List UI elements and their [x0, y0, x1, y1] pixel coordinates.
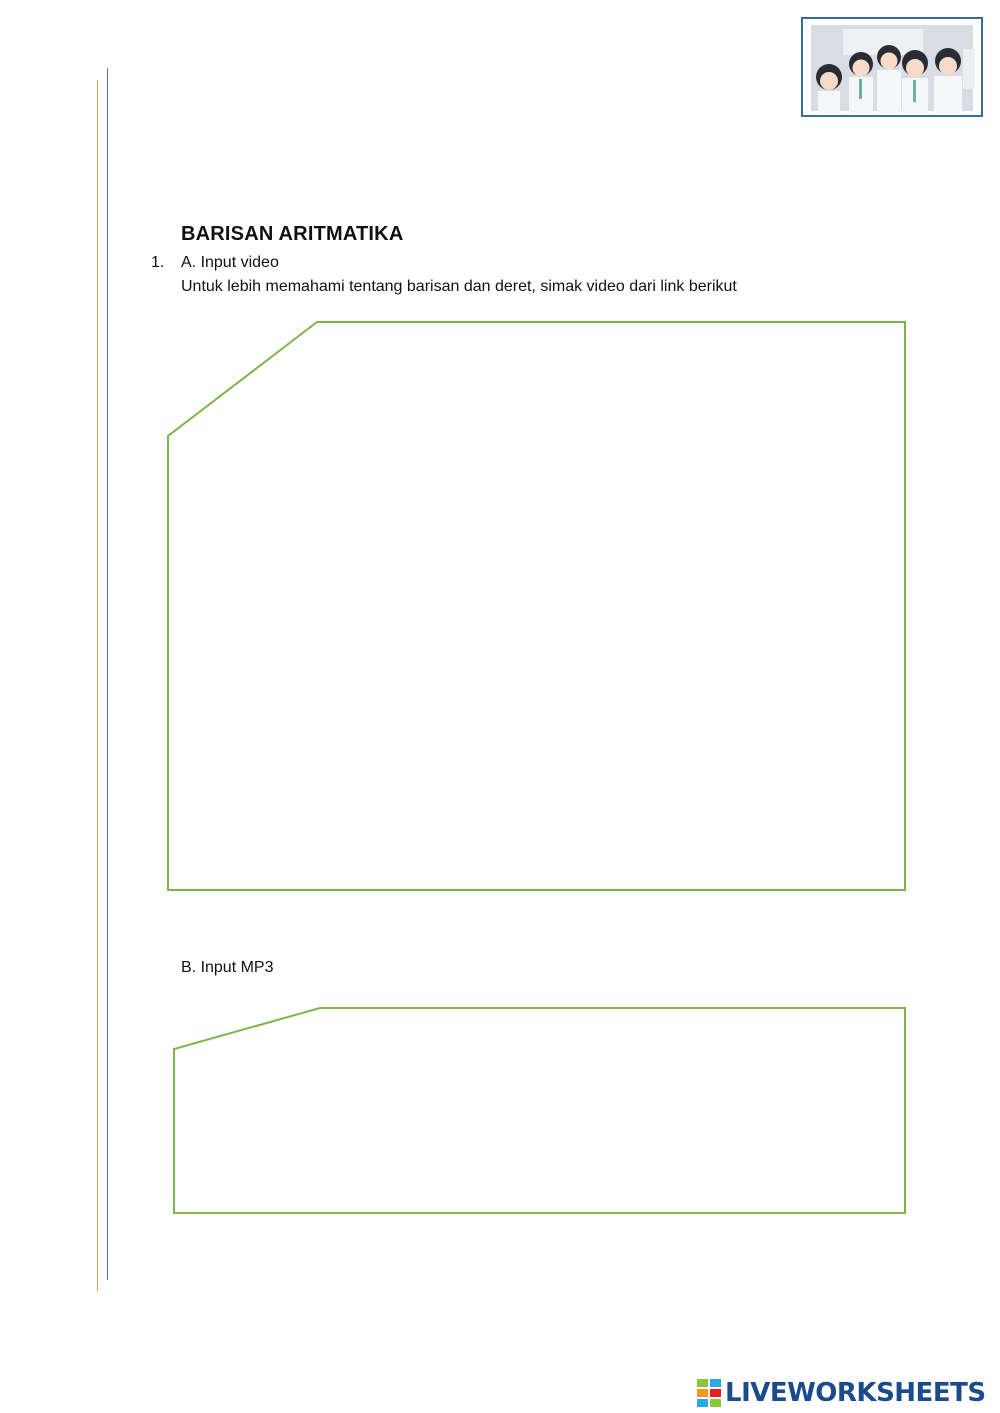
section-a-label: A. Input video [181, 254, 279, 271]
brand-text: LIVEWORKSHEETS [725, 1378, 986, 1408]
liveworksheets-branding [697, 1376, 986, 1410]
section-b-label: B. Input MP3 [181, 959, 274, 976]
item-number: 1. [151, 254, 165, 271]
worksheet-title: BARISAN ARITMATIKA [181, 223, 404, 245]
liveworksheets-logo-icon [697, 1379, 721, 1407]
mp3-input-frame[interactable] [174, 1008, 905, 1213]
video-input-frame[interactable] [168, 322, 905, 890]
section-a-instruction: Untuk lebih memahami tentang barisan dan deret, simak video dari link berikut [181, 278, 737, 295]
